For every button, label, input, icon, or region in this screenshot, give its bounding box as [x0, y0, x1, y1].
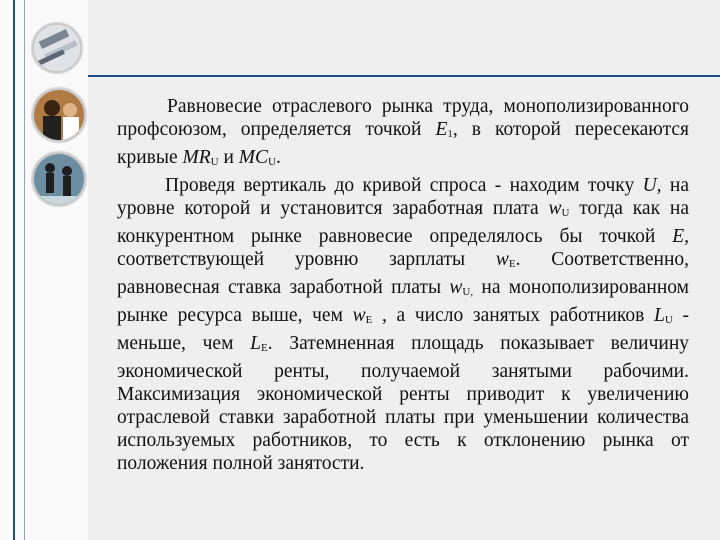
subscript: E: [365, 314, 373, 326]
paragraph-2: [117, 174, 689, 475]
symbol-u: U,: [642, 175, 662, 196]
text: на монополизированном рынке ресурса выше, чем: [117, 277, 689, 326]
slide-text: [117, 95, 689, 475]
text: .: [276, 147, 281, 168]
text: . Затемненная площадь показывает величину экономической ренты, получаемой занятыми рабочими. Максимизация экономической ренты приводит к увеличению отраслевой ставки заработной платы при уменьшении количества используемых работников, то есть к отклонению рынка от положения полной занятости.: [117, 333, 690, 474]
vertical-rule-thin: [24, 0, 25, 540]
symbol-wu: w: [449, 277, 463, 298]
text: на уровне которой и установится заработная плата: [117, 175, 690, 219]
symbol-we: w: [495, 249, 509, 270]
symbol-wu: w: [548, 198, 562, 219]
subscript: U,: [462, 286, 474, 298]
subscript: 1: [447, 128, 453, 140]
symbol-mr: MR: [182, 147, 211, 168]
text: - меньше, чем: [117, 305, 689, 354]
symbol-le: L: [250, 333, 262, 354]
text: , а число занятых работников: [372, 305, 655, 326]
horizontal-rule: [88, 75, 720, 77]
text: , в которой пересекаются кривые: [117, 119, 689, 168]
subscript: U: [268, 156, 276, 168]
text: Равновесие отраслевого рынка труда, монополизированного профсоюзом, определяется точкой: [117, 96, 689, 140]
paragraph-1: [117, 95, 689, 174]
decorative-photo-people: [32, 88, 86, 142]
text: соответствующей уровню зарплаты: [117, 249, 496, 270]
subscript: E: [508, 258, 516, 270]
text: тогда как на конкурентном рынке равновесие определялось бы точкой: [117, 198, 689, 247]
decorative-photo-walking: [32, 152, 86, 206]
symbol-e: E: [435, 119, 448, 140]
subscript: U: [561, 207, 570, 219]
symbol-mc: MC: [238, 147, 269, 168]
decorative-photo-documents: [32, 23, 82, 73]
vertical-rule: [13, 0, 15, 540]
symbol-lu: L: [654, 305, 665, 326]
symbol-we: w: [352, 305, 366, 326]
subscript: U: [210, 156, 219, 168]
text: . Соответственно, равновесная ставка заработной платы: [117, 249, 690, 298]
subscript: U: [664, 314, 673, 326]
text: и: [218, 147, 239, 168]
subscript: E: [261, 342, 268, 354]
symbol-e: E,: [672, 226, 689, 247]
text: Проведя вертикаль до кривой спроса - находим точку: [165, 175, 643, 196]
